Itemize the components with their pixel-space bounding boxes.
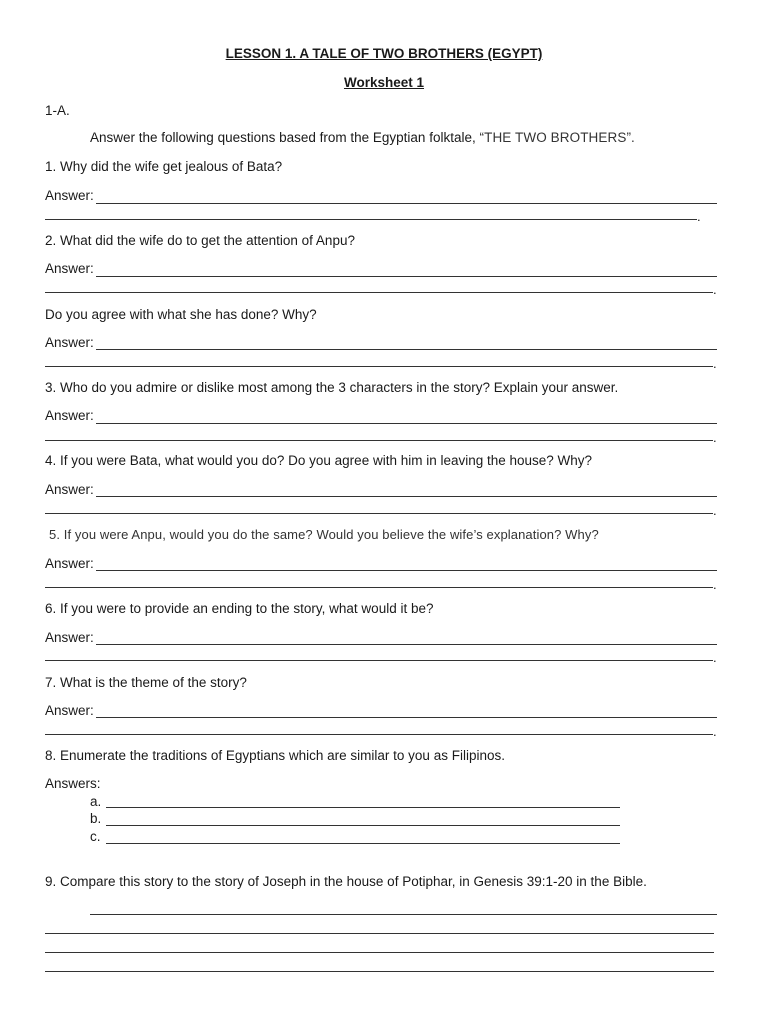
list-item-a-line[interactable]	[106, 807, 620, 808]
answer-label-6: Answer:	[45, 556, 94, 571]
question-3: 3. Who do you admire or dislike most among the 3 characters in the story? Explain your answer.	[45, 380, 619, 395]
list-item-c-label: c.	[90, 829, 101, 844]
question-9: 9. Compare this story to the story of Joseph in the house of Potiphar, in Genesis 39:1-20 in the Bible.	[45, 874, 647, 889]
answer-period-4: .	[713, 430, 717, 445]
worksheet-title: Worksheet 1	[343, 75, 425, 90]
question-8: 8. Enumerate the traditions of Egyptians which are similar to you as Filipinos.	[45, 748, 505, 763]
question-1: 1. Why did the wife get jealous of Bata?	[45, 159, 283, 174]
question-2-followup: Do you agree with what she has done? Why?	[45, 307, 317, 322]
answer-line-5a[interactable]	[96, 496, 717, 497]
answer-line-3a[interactable]	[96, 349, 717, 350]
question-5: 5. If you were Anpu, would you do the same? Would you believe the wife’s explanation? Why?	[49, 527, 599, 542]
question-6: 6. If you were to provide an ending to the story, what would it be?	[45, 601, 434, 616]
answers-label: Answers:	[45, 776, 101, 791]
answer-line-4b[interactable]	[45, 440, 713, 441]
answer-line-8b[interactable]	[45, 734, 713, 735]
answer-line-9a[interactable]	[90, 914, 717, 915]
section-label: 1-A.	[45, 103, 70, 118]
answer-period-2: .	[713, 282, 717, 297]
answer-label-7: Answer:	[45, 630, 94, 645]
answer-line-8a[interactable]	[96, 717, 717, 718]
answer-label-3: Answer:	[45, 335, 94, 350]
instruction-story-title: “THE TWO BROTHERS”.	[479, 130, 635, 145]
question-7: 7. What is the theme of the story?	[45, 675, 247, 690]
answer-period-6: .	[713, 577, 717, 592]
answer-period-3: .	[713, 356, 717, 371]
answer-label-4: Answer:	[45, 408, 94, 423]
question-2: 2. What did the wife do to get the attention of Anpu?	[45, 233, 355, 248]
answer-line-6b[interactable]	[45, 587, 713, 588]
answer-period-5: .	[713, 503, 717, 518]
answer-period-7: .	[713, 650, 717, 665]
answer-line-7a[interactable]	[96, 644, 717, 645]
answer-line-2a[interactable]	[96, 276, 717, 277]
question-4: 4. If you were Bata, what would you do? Do you agree with him in leaving the house? Why?	[45, 453, 593, 468]
list-item-a-label: a.	[90, 794, 102, 809]
list-item-b-line[interactable]	[106, 825, 620, 826]
answer-label-8: Answer:	[45, 703, 94, 718]
answer-line-6a[interactable]	[96, 570, 717, 571]
instruction-prefix: Answer the following questions based from the Egyptian folktale,	[90, 130, 476, 145]
list-item-b-label: b.	[90, 811, 102, 826]
answer-line-5b[interactable]	[45, 513, 713, 514]
answer-line-3b[interactable]	[45, 366, 713, 367]
answer-line-1b[interactable]	[45, 219, 697, 220]
answer-line-1a[interactable]	[96, 203, 717, 204]
answer-line-9d[interactable]	[45, 971, 714, 972]
lesson-title: LESSON 1. A TALE OF TWO BROTHERS (EGYPT)	[225, 46, 543, 61]
instruction	[90, 130, 635, 146]
answer-line-4a[interactable]	[96, 423, 717, 424]
answer-period-1: .	[697, 209, 701, 224]
answer-line-7b[interactable]	[45, 660, 713, 661]
answer-label-5: Answer:	[45, 482, 94, 497]
answer-period-8: .	[713, 724, 717, 739]
answer-label-1: Answer:	[45, 188, 94, 203]
answer-line-9b[interactable]	[45, 933, 714, 934]
answer-label-2: Answer:	[45, 261, 94, 276]
list-item-c-line[interactable]	[106, 843, 620, 844]
answer-line-9c[interactable]	[45, 952, 714, 953]
answer-line-2b[interactable]	[45, 292, 713, 293]
